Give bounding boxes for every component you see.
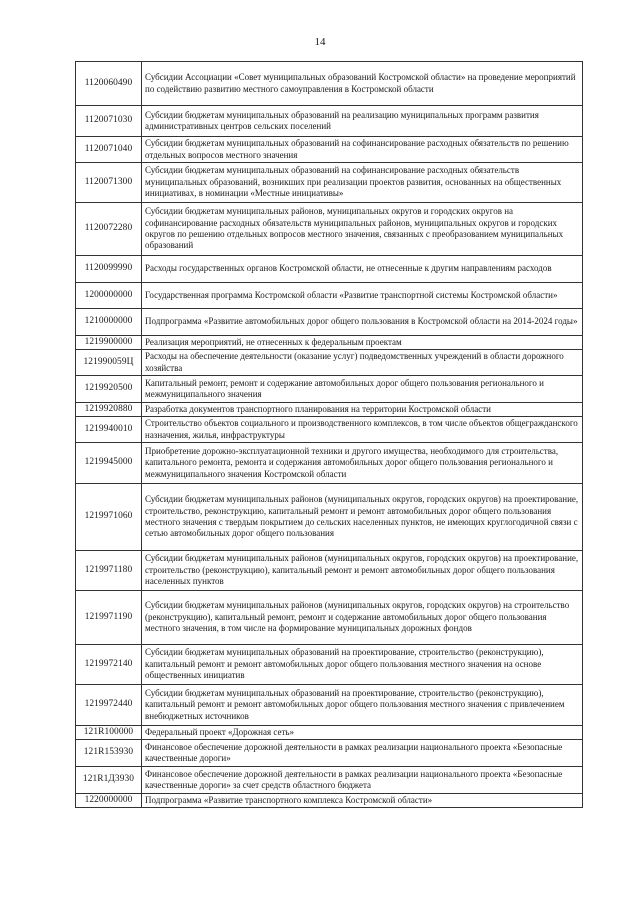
row-description: Разработка документов транспортного планирования на территории Костромской области (142, 403, 583, 417)
table-row (76, 256, 583, 283)
row-code: 121R100000 (76, 726, 142, 740)
table-row (76, 309, 583, 336)
row-description: Субсидии бюджетам муниципальных образований на софинансирование расходных обязательств муниципальных образований, возникших при реализации проектов развития, основанных на общественных инициативах, в номинации «Местные инициативы» (142, 163, 583, 203)
row-code: 1219972140 (76, 645, 142, 685)
table-row (76, 163, 583, 203)
row-description: Финансовое обеспечение дорожной деятельности в рамках реализации национального проекта «Безопасные качественные дороги» за счет средств областного бюджета (142, 767, 583, 794)
row-code: 1120071030 (76, 106, 142, 137)
row-code: 1120060490 (76, 62, 142, 106)
row-description: Финансовое обеспечение дорожной деятельности в рамках реализации национального проекта «Безопасные качественные дороги» (142, 740, 583, 767)
table-row (76, 376, 583, 403)
row-description: Расходы на обеспечение деятельности (оказание услуг) подведомственных учреждений в области дорожного хозяйства (142, 350, 583, 376)
table-row (76, 62, 583, 106)
row-code: 1219972440 (76, 685, 142, 726)
row-description: Субсидии бюджетам муниципальных районов (муниципальных округов, городских округов) на строительство (реконструкцию), капитальный ремонт, ремонт и содержание автомобильных дорог общего пользования местного значения, в том числе на формирование муниципальных дорожных фондов (142, 591, 583, 645)
row-code: 121R153930 (76, 740, 142, 767)
row-description: Субсидии бюджетам муниципальных образований на проектирование, строительство (реконструкцию), капитальный ремонт и ремонт автомобильных дорог общего пользования местного значения с привлечением внебюджетных источников (142, 685, 583, 726)
table-row (76, 203, 583, 256)
row-code: 1120072280 (76, 203, 142, 256)
page-number: 14 (314, 36, 326, 48)
row-code: 1120071300 (76, 163, 142, 203)
row-code: 1210000000 (76, 309, 142, 336)
row-description: Строительство объектов социального и производственного комплексов, в том числе объектов общегражданского назначения, жилья, инфраструктуры (142, 417, 583, 443)
row-code: 1120099990 (76, 256, 142, 283)
row-code: 1219945000 (76, 443, 142, 484)
row-description: Субсидии бюджетам муниципальных образований на софинансирование расходных обязательств по решению отдельных вопросов местного значения (142, 137, 583, 163)
row-code: 121990059Ц (76, 350, 142, 376)
row-code: 1219920500 (76, 376, 142, 403)
table-row (76, 106, 583, 137)
table-row (76, 551, 583, 591)
table-row (76, 403, 583, 417)
table-row (76, 645, 583, 685)
row-description: Расходы государственных органов Костромской области, не отнесенные к другим направлениям расходов (142, 256, 583, 283)
table-row (76, 443, 583, 484)
row-description: Субсидии бюджетам муниципальных районов (муниципальных округов, городских округов) на проектирование, строительство (реконструкцию), капитальный ремонт и ремонт автомобильных дорог общего пользования населенных пунктов (142, 551, 583, 591)
table-row (76, 740, 583, 767)
table-row (76, 283, 583, 309)
row-description: Субсидии бюджетам муниципальных образований на проектирование, строительство (реконструкцию), капитальный ремонт и ремонт автомобильных дорог общего пользования местного значения на основе общественных инициатив (142, 645, 583, 685)
row-code: 1219971180 (76, 551, 142, 591)
row-code: 1219920880 (76, 403, 142, 417)
row-description: Подпрограмма «Развитие автомобильных дорог общего пользования в Костромской области на 2014-2024 годы» (142, 309, 583, 336)
row-description: Капитальный ремонт, ремонт и содержание автомобильных дорог общего пользования регионального и межмуниципального значения (142, 376, 583, 403)
table-row (76, 726, 583, 740)
row-description: Приобретение дорожно-эксплуатационной техники и другого имущества, необходимого для строительства, капитального ремонта, ремонта и содержания автомобильных дорог общего пользования регионального и межмуниципального значения Костромской области (142, 443, 583, 484)
table-row (76, 794, 583, 808)
row-code: 121R1Д3930 (76, 767, 142, 794)
row-code: 1219900000 (76, 336, 142, 350)
row-description: Федеральный проект «Дорожная сеть» (142, 726, 583, 740)
row-description: Подпрограмма «Развитие транспортного комплекса Костромской области» (142, 794, 583, 808)
table-row (76, 484, 583, 551)
table-row (76, 767, 583, 794)
budget-codes-table (75, 61, 583, 808)
row-code: 1200000000 (76, 283, 142, 309)
table-row (76, 137, 583, 163)
row-description: Государственная программа Костромской области «Развитие транспортной системы Костромской области» (142, 283, 583, 309)
row-description: Реализация мероприятий, не отнесенных к федеральным проектам (142, 336, 583, 350)
table-row (76, 350, 583, 376)
row-description: Субсидии бюджетам муниципальных районов (муниципальных округов, городских округов) на проектирование, строительство, реконструкцию, капитальный ремонт и ремонт автомобильных дорог общего пользования местного значения с твердым покрытием до сельских населенных пунктов, не имеющих круглогодичной связи с сетью автомобильных дорог общего пользования (142, 484, 583, 551)
table-row (76, 336, 583, 350)
row-description: Субсидии Ассоциации «Совет муниципальных образований Костромской области» на проведение мероприятий по содействию развитию местного самоуправления в Костромской области (142, 62, 583, 106)
table-row (76, 417, 583, 443)
row-code: 1120071040 (76, 137, 142, 163)
table-row (76, 685, 583, 726)
row-description: Субсидии бюджетам муниципальных образований на реализацию муниципальных программ развития административных центров сельских поселений (142, 106, 583, 137)
row-code: 1219971060 (76, 484, 142, 551)
row-code: 1219940010 (76, 417, 142, 443)
table-row (76, 591, 583, 645)
row-code: 1219971190 (76, 591, 142, 645)
row-description: Субсидии бюджетам муниципальных районов, муниципальных округов и городских округов на софинансирование расходных обязательств муниципальных районов, муниципальных округов и городских округов по решению отдельных вопросов местного значения, связанных с преобразованием муниципальных образований (142, 203, 583, 256)
row-code: 1220000000 (76, 794, 142, 808)
